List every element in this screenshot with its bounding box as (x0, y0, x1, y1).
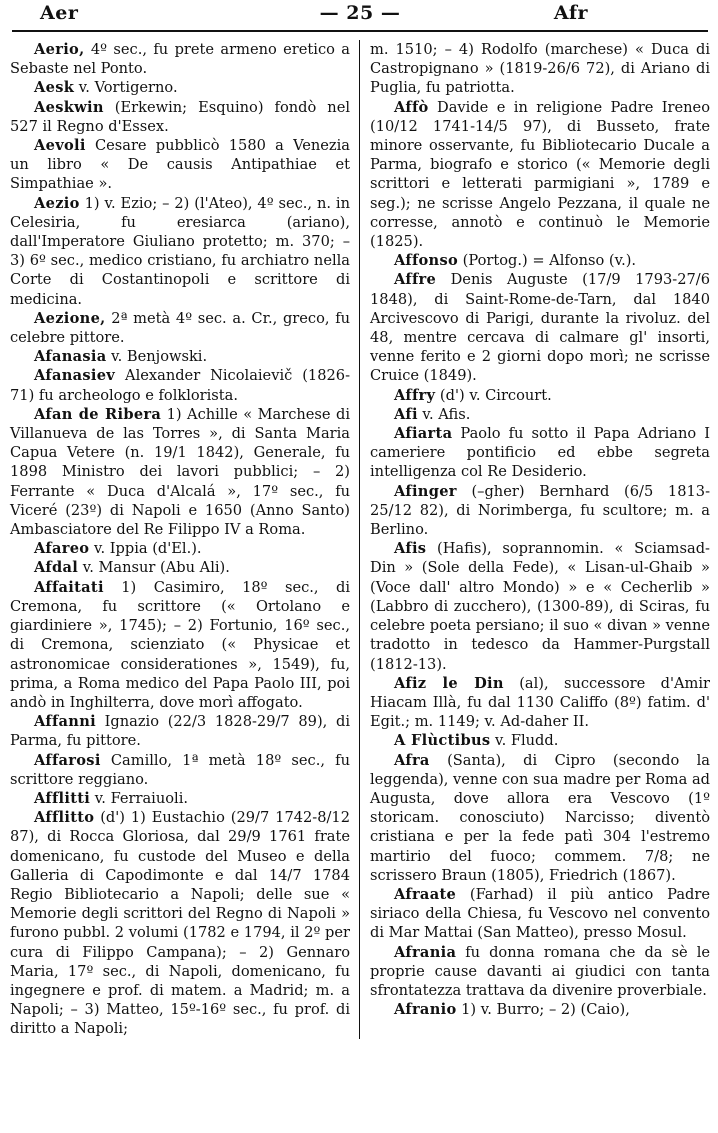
entry-headword: Afraate (394, 885, 457, 903)
entry-text: (d') v. Circourt. (435, 386, 552, 404)
dictionary-entry (370, 482, 710, 540)
dictionary-entry (370, 674, 710, 732)
dictionary-entry (10, 578, 350, 712)
entry-text: Ignazio (22/3 1828-29/7 89), di Parma, fu pittore. (10, 713, 350, 750)
dictionary-entry (10, 309, 350, 347)
entry-headword: Aerio, (34, 41, 85, 58)
entry-text: v. Afis. (417, 405, 471, 423)
entry-headword: Afareo (34, 540, 90, 558)
entry-text: Camillo, 1ª metà 18º sec., fu scrittore reggiano. (10, 751, 350, 788)
running-header (12, 0, 708, 32)
entry-headword: Affanni (34, 713, 96, 731)
dictionary-entry (10, 808, 350, 1038)
text-columns (10, 40, 710, 1039)
dictionary-entry (10, 539, 350, 558)
entry-text: (al), successore d'Amir Hiacam Illà, fu dal 1130 Califfo (8º) fatim. d' Egit.; m. 1149; v. Ad-daher II. (370, 674, 711, 731)
entry-text: 2ª metà 4º sec. a. Cr., greco, fu celebre pittore. (10, 309, 350, 347)
entry-text: Davide e in religione Padre Ireneo (10/12 1741-14/5 97), di Busseto, frate minore osservante, fu Bibliotecario Ducale a Parma, biografo e storico (« Memorie degli scrittori e letterati parmigiani », 1789 e seg.); ne scrisse Angelo Pezzana, il quale ne corresse, annotò e continuò le Memorie (1825). (370, 98, 710, 251)
entry-headword: Afanasia (34, 348, 107, 366)
page-number: — 25 — (319, 2, 401, 24)
entry-text: (Santa), di Cipro (secondo la leggenda), venne con sua madre per Roma ad Augusta, dove allora era Vescovo (1º storicam. conosciuto) Narcisso; diventò cristiana e per la fede patì 304 l'estremo martirio del fuoco; commem. 7/8; ne scrissero Braun (1805), Friedrich (1867). (370, 751, 710, 884)
entry-headword: Afdal (34, 559, 79, 577)
entry-text: v. Fludd. (490, 732, 559, 750)
entry-text: v. Mansur (Abu Ali). (78, 559, 230, 577)
entry-text: (Portog.) = Alfonso (v.). (458, 252, 637, 270)
entry-headword: Afflitto (34, 809, 95, 827)
entry-headword: Afis (394, 540, 427, 558)
entry-text: 1) Achille « Marchese di Villanueva de las Torres », di Santa Maria Capua Vetere (n. 19/1 1842), Generale, fu 1898 Ministro dei lavori pubblici; – 2) Ferrante « Duca d'Alcalá », 17º sec., fu Viceré (23º) di Napoli e 1650 (Anno Santo) Ambasciatore del Re Filippo IV a Roma. (10, 405, 350, 539)
entry-text: 4º sec., fu prete armeno eretico a Sebaste nel Ponto. (10, 41, 350, 78)
dictionary-entry (10, 98, 350, 136)
entry-headword: Afiz le Din (394, 674, 504, 692)
entry-headword: Aezione, (34, 309, 106, 327)
entry-headword: Afranio (394, 1001, 457, 1019)
header-left-guideword: Aer (40, 2, 79, 24)
dictionary-entry (370, 386, 710, 405)
dictionary-entry (370, 1000, 710, 1019)
dictionary-entry (370, 98, 710, 252)
dictionary-entry (10, 405, 350, 539)
entry-text: (Hafis), soprannomin. « Sciamsad-Din » (Sole della Fede), « Lisan-ul-Ghaib » (Voce dall' altro Mondo) » e « Cecherlib » (Labbro di zucchero), (1300-89), di Sciras, fu celebre poeta persiano; il suo « divan » venne tradotto in tedesco da Hammer-Purgstall (1812-13). (370, 540, 710, 673)
left-column (10, 40, 359, 1039)
dictionary-entry (10, 558, 350, 577)
entry-headword: Aevoli (34, 137, 86, 155)
dictionary-entry (370, 943, 710, 1001)
entry-text: v. Vortigerno. (74, 79, 178, 97)
dictionary-entry (10, 712, 350, 750)
dictionary-entry (10, 40, 350, 78)
entry-text: (Farhad) il più antico Padre siriaco della Chiesa, fu Vescovo nel convento di Mar Mattai (San Matteo), presso Mosul. (370, 885, 710, 942)
entry-text: (–gher) Bernhard (6/5 1813-25/12 82), di Norimberga, fu scultore; m. a Berlino. (370, 482, 710, 539)
entry-text: Paolo fu sotto il Papa Adriano I cameriere pontificio ed ebbe segreta intelligenza col Re Desiderio. (370, 425, 710, 481)
entry-headword: Affonso (394, 252, 459, 270)
dictionary-entry (10, 347, 350, 366)
dictionary-entry (10, 136, 350, 194)
entry-headword: Aeskwin (34, 98, 104, 116)
entry-text: 1) v. Burro; – 2) (Caio), (456, 1001, 630, 1019)
entry-headword: Affaitati (34, 578, 104, 596)
entry-text: 1) Casimiro, 18º sec., di Cremona, fu scrittore (« Ortolano e giardiniere », 1745); – 2) Fortunio, 16º sec., di Cremona, scienziato (« Physicae et astronomicae considerationes », 1549), fu, prima, a Roma medico del Papa Paolo III, poi andò in Inghilterra, dove morì affogato. (10, 578, 350, 711)
entry-text: (d') 1) Eustachio (29/7 1742-8/12 87), di Rocca Gloriosa, dal 29/9 1761 frate domenicano, fu custode del Museo e della Galleria di Capodimonte e dal 14/7 1784 Regio Bibliotecario a Napoli; delle sue « Memorie degli scrittori del Regno di Napoli » furono pubbl. 2 volumi (1782 e 1794, il 2º per cura di Filippo Campana); – 2) Gennaro Maria, 17º sec., di Napoli, domenicano, fu ingegnere e prof. di matem. a Madrid; m. a Napoli; – 3) Matteo, 15º-16º sec., fu prof. di diritto a Napoli; (10, 809, 350, 1038)
entry-headword: Affre (394, 271, 437, 289)
entry-headword: Afanasiev (34, 367, 116, 385)
entry-text: v. Benjowski. (106, 348, 208, 366)
entry-text: v. Ferraiuoli. (90, 789, 189, 807)
entry-text: fu donna romana che da sè le proprie cause davanti ai giudici con tanta sfrontatezza trattava da divenire proverbiale. (370, 943, 710, 999)
dictionary-entry (370, 251, 710, 270)
entry-headword: Afi (394, 405, 418, 423)
entry-headword: Afrania (394, 943, 457, 961)
dictionary-entry (370, 270, 710, 385)
entry-headword: Afiarta (394, 425, 453, 443)
entry-text: Alexander Nicolaievič (1826-71) fu archeologo e folklorista. (10, 367, 350, 404)
dictionary-entry (10, 194, 350, 309)
dictionary-entry (370, 731, 710, 750)
dictionary-entry (370, 40, 710, 98)
entry-text: 1) v. Ezio; – 2) (l'Ateo), 4º sec., n. in Celesiria, fu eresiarca (ariano), dall'Imperatore Giuliano protetto; m. 370; – 3) 6º sec., medico cristiano, fu archiatro nella Corte di Costantinopoli e scrittore di medicina. (10, 194, 350, 308)
entry-headword: Afflitti (34, 789, 91, 807)
entry-headword: Aezio (34, 194, 80, 212)
dictionary-entry (10, 366, 350, 404)
entry-headword: Affry (394, 386, 436, 404)
entry-headword: A Flùctibus (394, 732, 491, 750)
entry-headword: Afra (394, 751, 430, 769)
entry-headword: Afan de Ribera (34, 405, 162, 423)
entry-headword: Affò (394, 98, 429, 116)
entry-text: m. 1510; – 4) Rodolfo (marchese) « Duca di Castropignano » (1819-26/6 72), di Ariano di Puglia, fu patriotta. (370, 41, 710, 97)
dictionary-entry (10, 789, 350, 808)
dictionary-entry (10, 78, 350, 97)
entry-headword: Affarosi (34, 751, 101, 769)
dictionary-entry (370, 405, 710, 424)
entry-text: Denis Auguste (17/9 1793-27/6 1848), di Saint-Rome-de-Tarn, dal 1840 Arcivescovo di Parigi, durante la rivoluz. del 48, mentre cercava di calmare gl' insorti, venne ferito e 2 giorni dopo morì; ne scrisse Cruice (1849). (370, 271, 710, 385)
entry-headword: Aesk (34, 79, 75, 97)
dictionary-entry (370, 424, 710, 482)
entry-headword: Afinger (394, 482, 457, 500)
dictionary-entry (370, 539, 710, 673)
dictionary-entry (370, 885, 710, 943)
entry-text: (Erkewin; Esquino) fondò nel 527 il Regno d'Essex. (10, 98, 350, 135)
right-column (359, 40, 710, 1039)
header-right-guideword: Afr (553, 2, 588, 24)
dictionary-entry (370, 751, 710, 885)
entry-text: Cesare pubblicò 1580 a Venezia un libro « De causis Antipathiae et Simpathiae ». (10, 137, 350, 193)
entry-text: v. Ippia (d'El.). (89, 540, 202, 558)
dictionary-entry (10, 751, 350, 789)
